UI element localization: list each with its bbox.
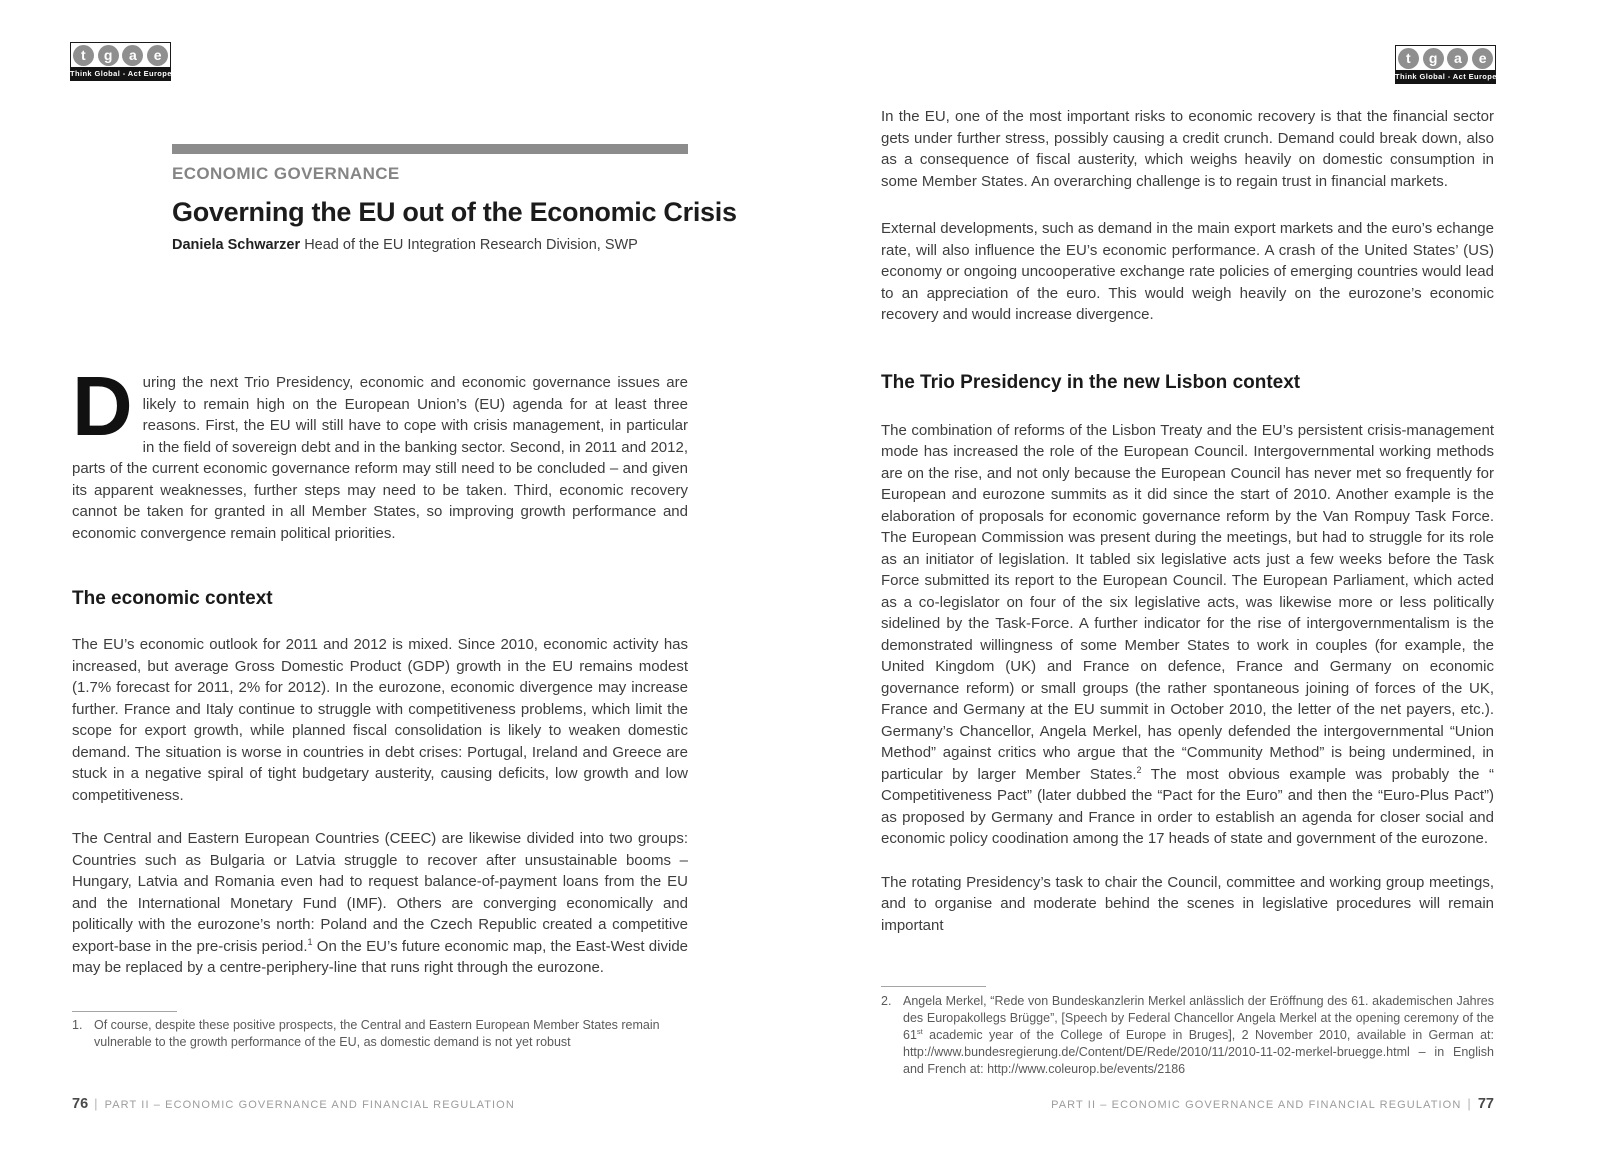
logo-letter-e-icon: e bbox=[1472, 48, 1493, 69]
paragraph-text: The combination of reforms of the Lisbon Treaty and the EU’s persistent crisis-management mode has increased the role of the European Council. Intergovernmental working methods are on the rise, and not only because the European Council has never met so frequently for European and eurozone summits as it did since the start of 2010. Another example is the elaboration of proposals for economic governance reform by the Van Rompuy Task Force. The European Commission was present during the meetings, but had to struggle for its role as an initiator of legislation. It tabled six legislative acts just a few weeks before the Task Force submitted its report to the European Council. The European Parliament, which acted as a co-legislator on four of the six legislative acts, was likewise more or less politically sidelined by the Task-Force. A further indicator for the rise of intergovernmentalism is the demonstrated willingness of some Member States to work in couples (for example, the United Kingdom (UK) and France on defence, France and Germany on economic governance reform) or small groups (the rather spontaneous joining of forces of the UK, France and Germany at the EU summit in October 2010, the letter of the net payers, etc.). Germany’s Chancellor, Angela Merkel, has openly defended the intergovernmental “Union Method” against critics who argue that the “Community Method” is being undermined, in particular by larger Member States. bbox=[881, 421, 1494, 783]
logo-letter-g-icon: g bbox=[98, 45, 119, 66]
page-number: 76 bbox=[72, 1096, 89, 1112]
paragraph-text: On the EU’s future economic map, the East-West divide may be replaced by a centre-periphery-line that runs right through the eurozone. bbox=[72, 937, 689, 976]
paragraph: The rotating Presidency’s task to chair the Council, committee and working group meetings, and to organise and moderate behind the scenes in legislative procedures will remain important bbox=[881, 873, 1494, 934]
logo-tile bbox=[96, 43, 121, 67]
footnote-1 bbox=[72, 1017, 688, 1051]
logo-tile bbox=[1421, 46, 1446, 70]
paragraph: The EU’s economic outlook for 2011 and 2012 is mixed. Since 2010, economic activity has increased, but average Gross Domestic Product (GDP) growth in the EU remains modest (1.7% forecast for 2011, 2% for 2012). In the eurozone, economic divergence may increase further. France and Italy continue to struggle with competitiveness problems, which limit the scope for export growth, while planned fiscal consolidation is likely to weaken domestic demand. The situation is worse in countries in debt crises: Portugal, Ireland and Greece are stuck in a negative spiral of tight budgetary austerity, causing deficits, low growth and low competitiveness. bbox=[72, 636, 688, 804]
footnote-text bbox=[903, 993, 1494, 1078]
paragraph-text: The Central and Eastern European Countries (CEEC) are likewise divided into two groups: Countries such as Bulgaria or Latvia struggle to recover after unsustainable booms – Hungary, Latvia and Romania even had to request balance-of-payment loans from the EU and the International Monetary Fund (IMF). Others are converging economically and politically with the eurozone’s north: Poland and the Czech Republic created a competitive export-base in the pre-crisis period. bbox=[72, 830, 688, 955]
footnote-ref-2: 2 bbox=[1136, 764, 1142, 775]
logo-tile bbox=[1470, 46, 1495, 70]
logo-letter-t-icon: t bbox=[1398, 48, 1419, 69]
footnote-divider bbox=[881, 986, 986, 987]
footnote-text-part: Angela Merkel, “Rede von Bundeskanzlerin Merkel anlässlich der Eröffnung des 61. akademischen Jahres des Europakollegs Brügge”, [Speech by Federal Chancellor Angela Merkel at the opening ceremony of the 61 bbox=[903, 994, 1494, 1042]
right-page-column bbox=[881, 106, 1494, 936]
page-footer-right bbox=[1051, 1096, 1494, 1112]
tgae-logo bbox=[1395, 45, 1507, 84]
logo-letter-g-icon: g bbox=[1423, 48, 1444, 69]
footnote-divider bbox=[72, 1011, 177, 1012]
page-number: 77 bbox=[1477, 1096, 1494, 1112]
footer-divider: | bbox=[94, 1096, 99, 1111]
article-header bbox=[172, 144, 737, 253]
left-page-column bbox=[72, 359, 689, 979]
page-footer-left bbox=[72, 1096, 515, 1112]
logo-letter-e-icon: e bbox=[147, 45, 168, 66]
footer-section-title: PART II – ECONOMIC GOVERNANCE AND FINANCIAL REGULATION bbox=[104, 1099, 515, 1111]
section-heading-trio-presidency: The Trio Presidency in the new Lisbon context bbox=[881, 371, 1301, 393]
section-rule bbox=[172, 144, 688, 154]
footer-divider: | bbox=[1467, 1096, 1472, 1111]
footer-section-title: PART II – ECONOMIC GOVERNANCE AND FINANCIAL REGULATION bbox=[1051, 1099, 1462, 1111]
logo-letter-row bbox=[1395, 45, 1496, 70]
paragraph-text: The most obvious example was probably the “ Competitiveness Pact” (later dubbed the “Pact for the Euro” and then the “Euro-Plus Pact”) as proposed by Germany and France in order to establish an agenda for closer social and economic policy coodination among the 17 heads of state and government of the eurozone. bbox=[881, 765, 1494, 847]
footnote-text-part: academic year of the College of Europe in Bruges], 2 November 2010, available in German at: http://www.bundesregierung.de/Content/DE/Rede/2010/11/2010-11-02-merkel-bruegge.html – in English and French at: http://www.coleurop.be/events/2186 bbox=[903, 1028, 1494, 1076]
footnote-ref-1: 1 bbox=[307, 936, 313, 947]
paragraph bbox=[881, 420, 1494, 850]
logo-tile bbox=[1446, 46, 1471, 70]
category-label: ECONOMIC GOVERNANCE bbox=[172, 164, 400, 183]
drop-cap: D bbox=[72, 359, 133, 453]
intro-paragraph bbox=[72, 359, 688, 544]
byline bbox=[172, 237, 688, 253]
logo-tile bbox=[1396, 46, 1421, 70]
logo-letter-a-icon: a bbox=[122, 45, 143, 66]
footnote-superscript: st bbox=[916, 1026, 923, 1036]
intro-text: uring the next Trio Presidency, economic and economic governance issues are likely to remain high on the European Union’s (EU) agenda for at least three reasons. First, the EU will still have to cope with crisis management, in particular in the field of sovereign debt and in the banking sector. Second, in 2011 and 2012, parts of the current economic governance reform may still need to be concluded – and given its apparent weaknesses, further steps may need to be taken. Third, economic recovery cannot be taken for granted in all Member States, so improving growth performance and economic convergence remain political priorities. bbox=[72, 374, 688, 542]
section-heading-economic-context: The economic context bbox=[72, 588, 273, 609]
logo-tile bbox=[121, 43, 146, 67]
logo-letter-a-icon: a bbox=[1447, 48, 1468, 69]
paragraph bbox=[72, 828, 688, 979]
article-title: Governing the EU out of the Economic Crisis bbox=[172, 197, 737, 227]
paragraph: In the EU, one of the most important risks to economic recovery is that the financial sector gets under further stress, possibly causing a credit crunch. Demand could break down, also as a consequence of fiscal austerity, which weighs heavily on domestic consumption in some Member States. An overarching challenge is to regain trust in financial markets. bbox=[881, 108, 1494, 190]
logo-letter-row bbox=[70, 42, 171, 67]
logo-tile bbox=[145, 43, 170, 67]
footnote-number: 1. bbox=[72, 1018, 83, 1032]
footnote-2 bbox=[881, 993, 1494, 1078]
logo-tagline: Think Global - Act European bbox=[1395, 70, 1496, 84]
footnote-number: 2. bbox=[881, 994, 892, 1008]
author-name: Daniela Schwarzer bbox=[172, 237, 301, 253]
footnote-text: Of course, despite these positive prospects, the Central and Eastern European Member States remain vulnerable to the growth performance of the EU, as domestic demand is not yet robust bbox=[94, 1018, 660, 1049]
logo-tagline: Think Global - Act European bbox=[70, 67, 171, 81]
author-role: Head of the EU Integration Research Division, SWP bbox=[304, 237, 638, 253]
tgae-logo bbox=[70, 42, 182, 81]
logo-letter-t-icon: t bbox=[73, 45, 94, 66]
paragraph: External developments, such as demand in the main export markets and the euro’s echange rate, will also influence the EU’s economic performance. A crash of the United States’ (US) economy or ongoing uncooperative exchange rate policies of emerging countries would lead to an appreciation of the euro. This would weigh heavily on the eurozone’s economic recovery and would increase divergence. bbox=[881, 220, 1494, 323]
logo-tile bbox=[71, 43, 96, 67]
